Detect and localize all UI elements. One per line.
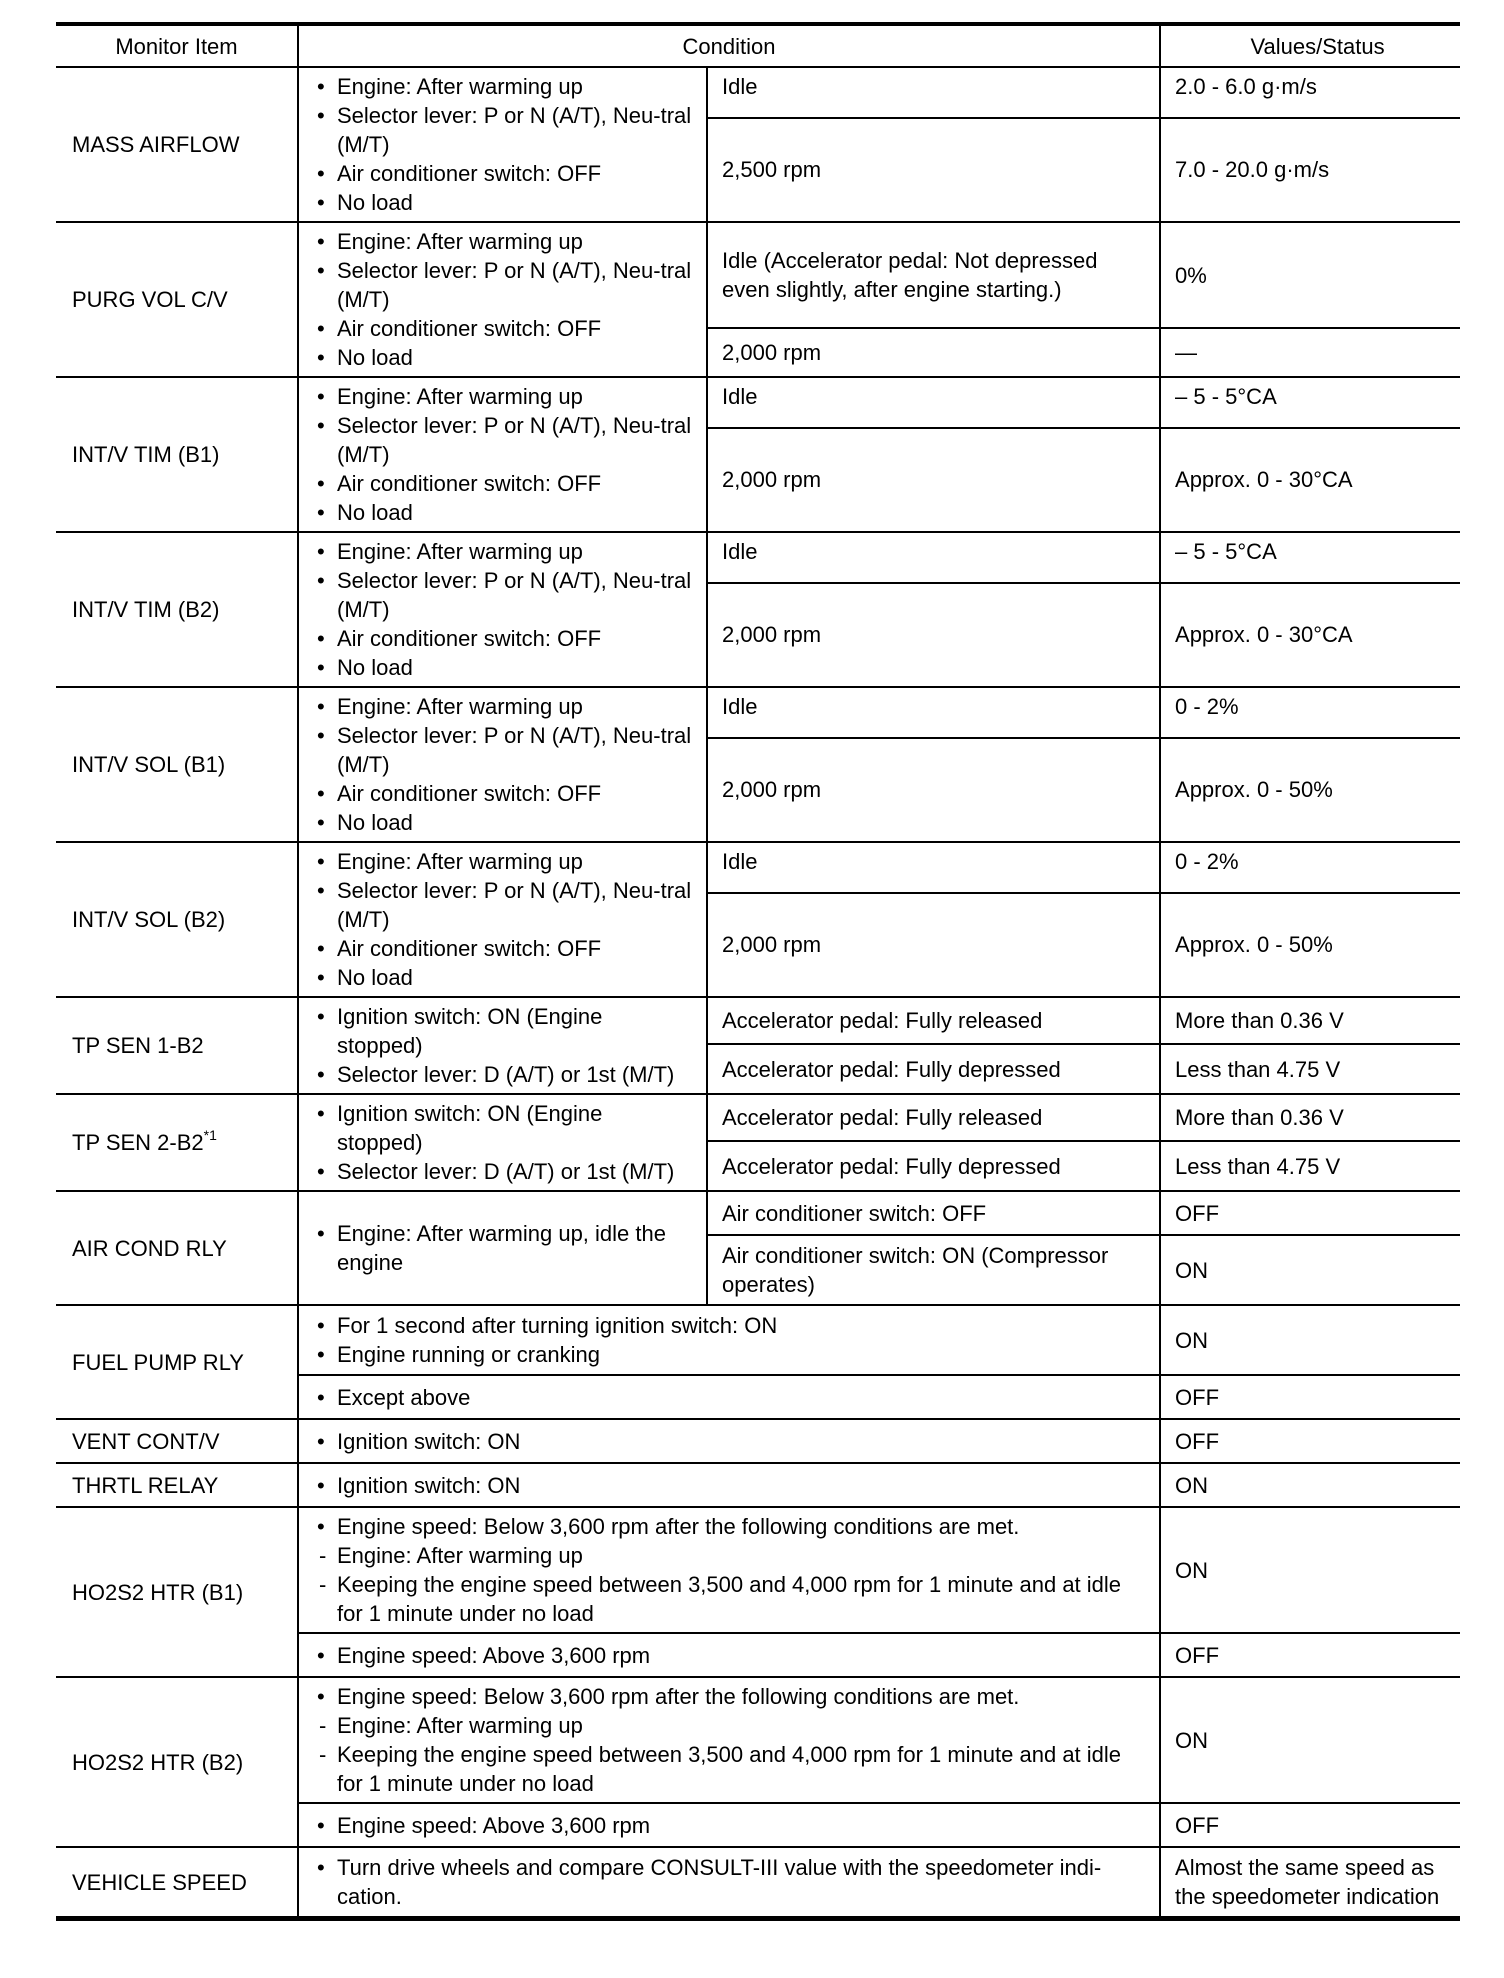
condition-bullet: • Engine: After warming up xyxy=(311,227,694,256)
condition-list xyxy=(298,1507,1160,1633)
condition-bullet: • Turn drive wheels and compare CONSULT-III value with the speedometer indi-cation. xyxy=(311,1853,1147,1911)
sub-condition: Idle xyxy=(707,687,1160,738)
value-status: Less than 4.75 V xyxy=(1160,1044,1460,1094)
condition-dash: - Engine: After warming up xyxy=(311,1711,1147,1740)
condition-bullet: • Selector lever: D (A/T) or 1st (M/T) xyxy=(311,1060,694,1089)
table-row xyxy=(56,1094,1460,1141)
condition-bullet: • No load xyxy=(311,188,694,217)
condition-list xyxy=(298,997,707,1094)
condition-bullet: • Air conditioner switch: OFF xyxy=(311,159,694,188)
monitor-item-label: TP SEN 2-B2 xyxy=(72,1130,204,1155)
value-status: ON xyxy=(1160,1235,1460,1305)
condition-bullet: • Engine: After warming up, idle the engine xyxy=(311,1219,694,1277)
value-status: ON xyxy=(1160,1305,1460,1375)
table-row xyxy=(56,1463,1460,1507)
table-row xyxy=(56,1677,1460,1803)
monitor-item: HO2S2 HTR (B1) xyxy=(56,1507,298,1677)
condition-bullet: • Engine speed: Below 3,600 rpm after the following conditions are met. xyxy=(311,1512,1147,1541)
table-row xyxy=(56,842,1460,893)
value-status: Approx. 0 - 50% xyxy=(1160,893,1460,997)
value-status: More than 0.36 V xyxy=(1160,997,1460,1044)
condition-list xyxy=(298,1375,1160,1419)
condition-bullet: • Selector lever: P or N (A/T), Neu-tral (M/T) xyxy=(311,411,694,469)
sub-condition: 2,000 rpm xyxy=(707,893,1160,997)
header-monitor-item: Monitor Item xyxy=(56,24,298,67)
sub-condition: Accelerator pedal: Fully released xyxy=(707,997,1160,1044)
condition-bullet: • Engine speed: Above 3,600 rpm xyxy=(311,1641,1147,1670)
condition-list xyxy=(298,1305,1160,1375)
condition-bullet: • No load xyxy=(311,343,694,372)
value-status: More than 0.36 V xyxy=(1160,1094,1460,1141)
monitor-item-table xyxy=(56,22,1460,1921)
sub-condition: Air conditioner switch: OFF xyxy=(707,1191,1160,1235)
sub-condition: 2,000 rpm xyxy=(707,738,1160,842)
sub-condition: Accelerator pedal: Fully depressed xyxy=(707,1044,1160,1094)
table-row xyxy=(56,997,1460,1044)
condition-list xyxy=(298,532,707,687)
value-status: 0 - 2% xyxy=(1160,842,1460,893)
sub-condition: 2,000 rpm xyxy=(707,328,1160,377)
condition-bullet: • No load xyxy=(311,808,694,837)
header-values-status: Values/Status xyxy=(1160,24,1460,67)
value-status: — xyxy=(1160,328,1460,377)
sub-condition: Idle (Accelerator pedal: Not depressed even slightly, after engine starting.) xyxy=(707,222,1160,328)
condition-bullet: • Engine speed: Above 3,600 rpm xyxy=(311,1811,1147,1840)
monitor-item: INT/V SOL (B1) xyxy=(56,687,298,842)
condition-list xyxy=(298,1677,1160,1803)
condition-list xyxy=(298,1633,1160,1677)
monitor-item: INT/V TIM (B2) xyxy=(56,532,298,687)
sub-condition: Idle xyxy=(707,532,1160,583)
condition-bullet: • For 1 second after turning ignition switch: ON xyxy=(311,1311,1147,1340)
table-row xyxy=(56,222,1460,328)
condition-bullet: • Engine speed: Below 3,600 rpm after the following conditions are met. xyxy=(311,1682,1147,1711)
value-status: – 5 - 5°CA xyxy=(1160,532,1460,583)
table-row xyxy=(56,377,1460,428)
value-status: ON xyxy=(1160,1677,1460,1803)
value-status: Almost the same speed as the speedometer indication xyxy=(1160,1847,1460,1919)
sub-condition: 2,000 rpm xyxy=(707,583,1160,687)
table-row xyxy=(56,1305,1460,1375)
condition-dash: - Keeping the engine speed between 3,500 and 4,000 rpm for 1 minute and at idle for 1 minute under no load xyxy=(311,1740,1147,1798)
footnote-marker: *1 xyxy=(203,1126,217,1143)
condition-bullet: • Selector lever: P or N (A/T), Neu-tral (M/T) xyxy=(311,101,694,159)
condition-bullet: • Selector lever: P or N (A/T), Neu-tral (M/T) xyxy=(311,256,694,314)
monitor-item: MASS AIRFLOW xyxy=(56,67,298,222)
condition-bullet: • Ignition switch: ON (Engine stopped) xyxy=(311,1099,694,1157)
condition-bullet: • Selector lever: P or N (A/T), Neu-tral (M/T) xyxy=(311,721,694,779)
condition-bullet: • Engine: After warming up xyxy=(311,692,694,721)
condition-list xyxy=(298,687,707,842)
condition-bullet: • Air conditioner switch: OFF xyxy=(311,934,694,963)
condition-bullet: • Selector lever: P or N (A/T), Neu-tral (M/T) xyxy=(311,876,694,934)
condition-bullet: • No load xyxy=(311,653,694,682)
sub-condition: Idle xyxy=(707,377,1160,428)
monitor-item: AIR COND RLY xyxy=(56,1191,298,1305)
condition-list xyxy=(298,1419,1160,1463)
condition-bullet: • Ignition switch: ON (Engine stopped) xyxy=(311,1002,694,1060)
value-status: OFF xyxy=(1160,1191,1460,1235)
value-status: Less than 4.75 V xyxy=(1160,1141,1460,1191)
condition-bullet: • No load xyxy=(311,963,694,992)
sub-condition: 2,000 rpm xyxy=(707,428,1160,532)
sub-condition: Idle xyxy=(707,67,1160,118)
condition-bullet: • Engine: After warming up xyxy=(311,382,694,411)
condition-list xyxy=(298,222,707,377)
monitor-item: FUEL PUMP RLY xyxy=(56,1305,298,1419)
condition-dash: - Engine: After warming up xyxy=(311,1541,1147,1570)
condition-bullet: • Engine: After warming up xyxy=(311,72,694,101)
condition-list xyxy=(298,842,707,997)
monitor-item: VENT CONT/V xyxy=(56,1419,298,1463)
condition-bullet: • Ignition switch: ON xyxy=(311,1471,1147,1500)
condition-dash: - Keeping the engine speed between 3,500 and 4,000 rpm for 1 minute and at idle for 1 minute under no load xyxy=(311,1570,1147,1628)
table-row xyxy=(56,1191,1460,1235)
condition-list xyxy=(298,1094,707,1191)
condition-list xyxy=(298,1463,1160,1507)
value-status: Approx. 0 - 50% xyxy=(1160,738,1460,842)
sub-condition: Accelerator pedal: Fully depressed xyxy=(707,1141,1160,1191)
monitor-item: INT/V SOL (B2) xyxy=(56,842,298,997)
value-status: ON xyxy=(1160,1463,1460,1507)
monitor-item: INT/V TIM (B1) xyxy=(56,377,298,532)
value-status: 0 - 2% xyxy=(1160,687,1460,738)
value-status: – 5 - 5°CA xyxy=(1160,377,1460,428)
condition-list xyxy=(298,1191,707,1305)
value-status: OFF xyxy=(1160,1375,1460,1419)
condition-list xyxy=(298,1847,1160,1919)
monitor-item: VEHICLE SPEED xyxy=(56,1847,298,1919)
value-status: OFF xyxy=(1160,1633,1460,1677)
table-row xyxy=(56,687,1460,738)
condition-bullet: • Selector lever: D (A/T) or 1st (M/T) xyxy=(311,1157,694,1186)
condition-bullet: • Except above xyxy=(311,1383,1147,1412)
table-row xyxy=(56,1507,1460,1633)
condition-bullet: • Selector lever: P or N (A/T), Neu-tral (M/T) xyxy=(311,566,694,624)
condition-bullet: • Air conditioner switch: OFF xyxy=(311,624,694,653)
value-status: OFF xyxy=(1160,1419,1460,1463)
sub-condition: 2,500 rpm xyxy=(707,118,1160,222)
condition-bullet: • Air conditioner switch: OFF xyxy=(311,314,694,343)
header-row xyxy=(56,24,1460,67)
value-status: 7.0 - 20.0 g·m/s xyxy=(1160,118,1460,222)
header-condition: Condition xyxy=(298,24,1160,67)
condition-bullet: • Ignition switch: ON xyxy=(311,1427,1147,1456)
monitor-item: HO2S2 HTR (B2) xyxy=(56,1677,298,1847)
condition-bullet: • Engine: After warming up xyxy=(311,537,694,566)
table-row xyxy=(56,1419,1460,1463)
value-status: 2.0 - 6.0 g·m/s xyxy=(1160,67,1460,118)
sub-condition: Accelerator pedal: Fully released xyxy=(707,1094,1160,1141)
table-row xyxy=(56,1847,1460,1919)
condition-list xyxy=(298,67,707,222)
monitor-item: THRTL RELAY xyxy=(56,1463,298,1507)
condition-bullet: • Engine: After warming up xyxy=(311,847,694,876)
value-status: ON xyxy=(1160,1507,1460,1633)
monitor-item: PURG VOL C/V xyxy=(56,222,298,377)
condition-list xyxy=(298,1803,1160,1847)
condition-bullet: • Air conditioner switch: OFF xyxy=(311,469,694,498)
condition-bullet: • Air conditioner switch: OFF xyxy=(311,779,694,808)
sub-condition: Air conditioner switch: ON (Compressor operates) xyxy=(707,1235,1160,1305)
value-status: Approx. 0 - 30°CA xyxy=(1160,428,1460,532)
value-status: Approx. 0 - 30°CA xyxy=(1160,583,1460,687)
table-row xyxy=(56,67,1460,118)
value-status: OFF xyxy=(1160,1803,1460,1847)
sub-condition: Idle xyxy=(707,842,1160,893)
table-row xyxy=(56,532,1460,583)
monitor-item: TP SEN 1-B2 xyxy=(56,997,298,1094)
condition-bullet: • No load xyxy=(311,498,694,527)
monitor-item xyxy=(56,1094,298,1191)
value-status: 0% xyxy=(1160,222,1460,328)
condition-bullet: • Engine running or cranking xyxy=(311,1340,1147,1369)
condition-list xyxy=(298,377,707,532)
